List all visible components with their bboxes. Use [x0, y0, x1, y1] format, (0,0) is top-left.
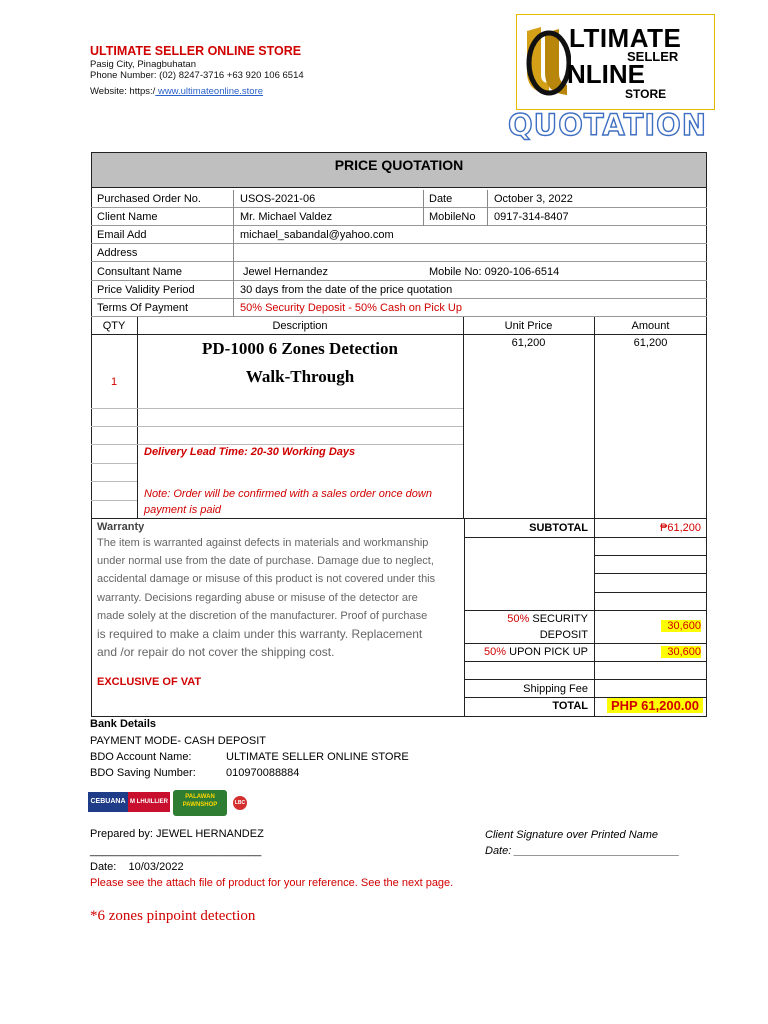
row-email [91, 226, 707, 244]
quotation-banner: QUOTATION [508, 108, 708, 142]
logo-line-2: SELLER [627, 49, 679, 64]
attach-note: Please see the attach file of product for your reference. See the next page. [90, 877, 454, 889]
pickup-value: 30,600 [661, 646, 701, 658]
payment-mode: PAYMENT MODE- CASH DEPOSIT [90, 735, 267, 747]
item-unit-price: 61,200 [511, 337, 546, 349]
subtotal-label: SUBTOTAL [529, 522, 588, 534]
item-name-line2: Walk-Through [245, 367, 355, 386]
col-description: Description [272, 320, 328, 332]
row-validity [91, 281, 707, 299]
consultant-mobile: Mobile No: 0920-106-6514 [429, 266, 560, 278]
row-consultant [91, 263, 707, 281]
prepared-by: Prepared by: JEWEL HERNANDEZ [90, 828, 264, 840]
date-label: Date [429, 193, 453, 205]
warranty-heading: Warranty [97, 521, 145, 533]
col-qty: QTY [102, 320, 126, 332]
consultant-label: Consultant Name [97, 266, 182, 278]
date-value: October 3, 2022 [494, 193, 573, 205]
terms-label: Terms Of Payment [97, 302, 189, 314]
address-label: Address [97, 247, 138, 259]
bank-heading: Bank Details [90, 718, 157, 730]
bdo-account-value: ULTIMATE SELLER ONLINE STORE [226, 751, 409, 763]
security-label: 50% SECURITY [507, 613, 588, 625]
table-title: PRICE QUOTATION [91, 152, 707, 188]
po-value: USOS-2021-06 [240, 193, 316, 205]
column-headers [91, 317, 707, 335]
prepared-date: Date: 10/03/2022 [90, 861, 184, 873]
security-label-2: DEPOSIT [539, 629, 588, 641]
terms-value: 50% Security Deposit - 50% Cash on Pick Up [240, 302, 462, 314]
store-phone: Phone Number: (02) 8247-3716 +63 920 106 6514 [90, 70, 304, 81]
store-website [90, 86, 263, 97]
website-label: Website: https:/ [90, 86, 156, 97]
logo-line-1: LTIMATE [569, 23, 682, 53]
order-note-line2: payment is paid [144, 504, 222, 516]
client-date: Date: ___________________________ [485, 845, 680, 857]
bdo-account-label: BDO Account Name: [90, 751, 192, 763]
vat-note: EXCLUSIVE OF VAT [97, 676, 202, 688]
col-unit-price: Unit Price [504, 320, 553, 332]
total-label: TOTAL [552, 700, 588, 712]
consultant-value: Jewel Hernandez [243, 266, 328, 278]
row-po [91, 190, 707, 208]
po-label: Purchased Order No. [97, 193, 201, 205]
validity-label: Price Validity Period [97, 284, 195, 296]
total-value: PHP 61,200.00 [607, 698, 703, 713]
mlhuillier-logo: M LHUILLIER [128, 792, 170, 812]
item-name-line1: PD-1000 6 Zones Detection [202, 339, 398, 358]
client-signature-label: Client Signature over Printed Name [485, 829, 659, 841]
email-value: michael_sabandal@yahoo.com [240, 229, 394, 241]
warranty-text: The item is warranted against defects in materials and workmanship under normal use from the date of purchase. Damage due to neglect, accidental damage or misuse of this product is not covered under this warranty. Decisions regarding abuse or misuse of the detector are made solely at the discretion of the manufacturer. Proof of purchase is required to make a claim under this warranty. Replacement and /or repair do not cover the shipping cost. [97, 537, 436, 660]
signature-line: ____________________________ [90, 845, 262, 857]
logo-mark-icon [523, 23, 571, 101]
subtotal-value: ₱61,200 [660, 522, 701, 534]
bdo-saving-value: 010970088884 [226, 767, 300, 779]
zones-note: *6 zones pinpoint detection [90, 908, 256, 924]
item-qty: 1 [110, 376, 118, 388]
logo-line-4: STORE [625, 87, 667, 101]
lbc-logo: LBC [233, 796, 247, 810]
store-address: Pasig City, Pinagbuhatan [90, 59, 196, 70]
palawan-logo: PALAWAN PAWNSHOP [173, 790, 227, 816]
pickup-label: 50% UPON PICK UP [484, 646, 588, 658]
logo-line-3: NLINE [567, 59, 645, 89]
bdo-saving-label: BDO Saving Number: [90, 767, 196, 779]
client-value: Mr. Michael Valdez [240, 211, 333, 223]
col-amount: Amount [631, 320, 670, 332]
security-value: 30,600 [661, 620, 701, 632]
mobile-value: 0917-314-8407 [494, 211, 569, 223]
row-terms [91, 299, 707, 317]
row-client [91, 208, 707, 226]
email-label: Email Add [97, 229, 147, 241]
row-address [91, 244, 707, 262]
cebuana-logo: CEBUANA [88, 792, 128, 812]
website-link[interactable]: www.ultimateonline.store [155, 86, 264, 97]
client-label: Client Name [97, 211, 158, 223]
store-logo [516, 14, 715, 110]
item-amount: 61,200 [633, 337, 668, 349]
order-note-line1: Note: Order will be confirmed with a sales order once down [144, 488, 432, 500]
validity-value: 30 days from the date of the price quotation [240, 284, 453, 296]
mobile-label: MobileNo [429, 211, 476, 223]
shipping-label: Shipping Fee [523, 683, 588, 695]
lead-time: Delivery Lead Time: 20-30 Working Days [144, 446, 356, 458]
store-name: ULTIMATE SELLER ONLINE STORE [90, 44, 302, 58]
